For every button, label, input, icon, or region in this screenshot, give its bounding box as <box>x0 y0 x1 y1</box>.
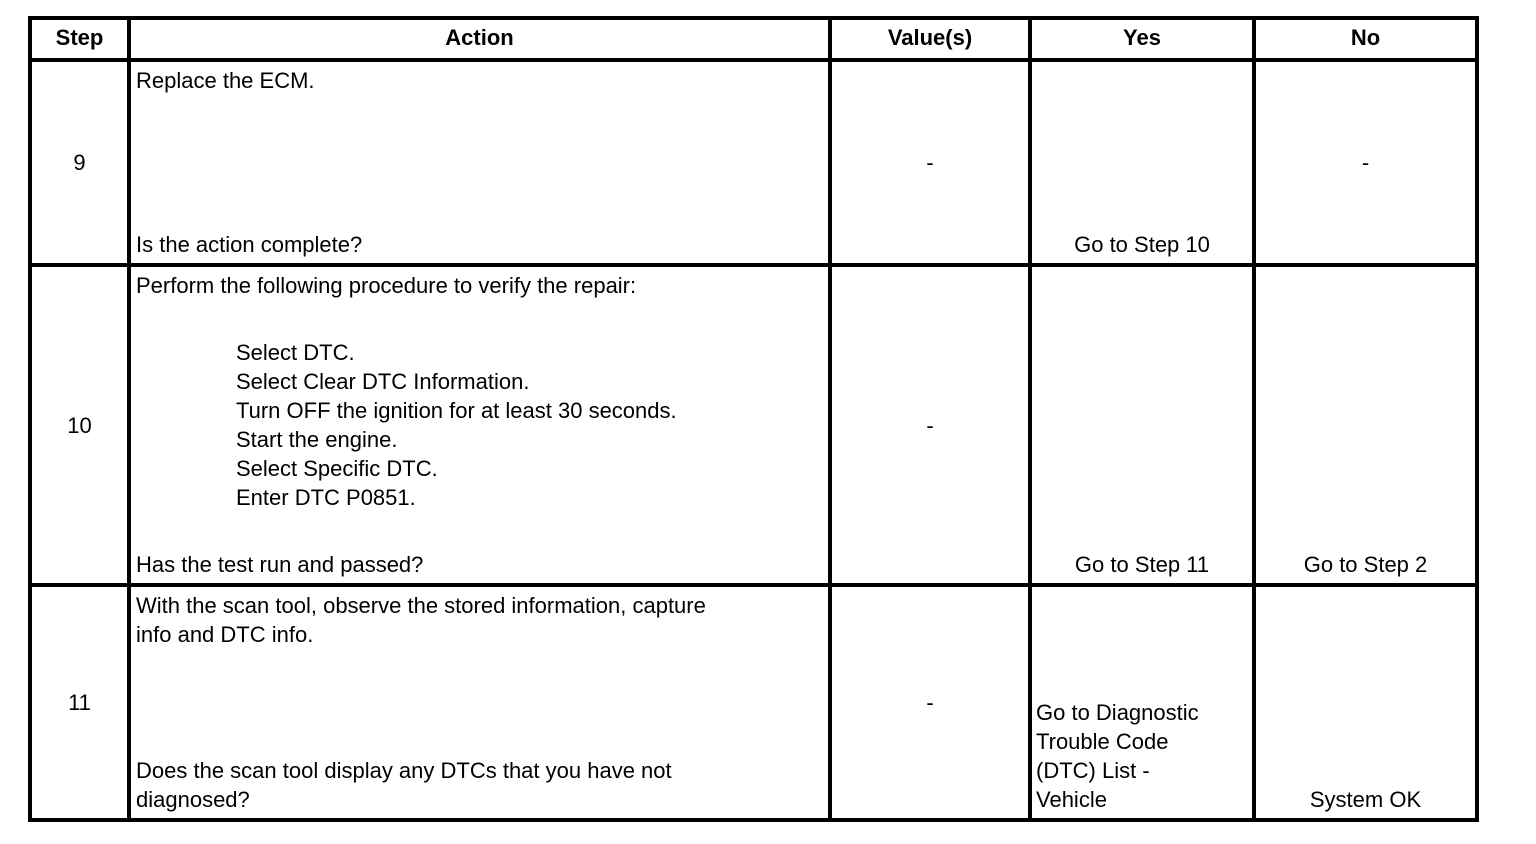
step-number: 11 <box>68 690 91 715</box>
yes-cell: Go to Step 10 <box>1074 232 1210 257</box>
procedure-step: Start the engine. <box>236 427 398 452</box>
step-number: 9 <box>73 150 86 175</box>
procedure-step: Select Specific DTC. <box>236 456 438 481</box>
value-cell: - <box>926 690 934 715</box>
action-question: Has the test run and passed? <box>136 552 424 577</box>
yes-cell: Go to Step 11 <box>1074 552 1210 577</box>
header-separator <box>28 58 1479 62</box>
no-cell: System OK <box>1309 787 1422 812</box>
yes-cell-line: (DTC) List - <box>1036 758 1150 783</box>
action-question-line: diagnosed? <box>136 787 250 812</box>
procedure-step: Turn OFF the ignition for at least 30 seconds. <box>236 398 677 423</box>
column-separator <box>127 16 131 822</box>
row-separator <box>28 263 1479 267</box>
action-intro: Replace the ECM. <box>136 68 315 93</box>
procedure-step: Select Clear DTC Information. <box>236 369 530 394</box>
header-no: No <box>1350 25 1381 50</box>
action-intro-line: info and DTC info. <box>136 622 314 647</box>
procedure-step: Select DTC. <box>236 340 355 365</box>
column-separator <box>1028 16 1032 822</box>
value-cell: - <box>926 150 934 175</box>
header-values: Value(s) <box>887 25 973 50</box>
step-number: 10 <box>67 413 92 438</box>
action-intro-line: With the scan tool, observe the stored information, capture <box>136 593 706 618</box>
yes-cell-line: Trouble Code <box>1036 729 1169 754</box>
no-cell: - <box>1361 150 1370 175</box>
header-step: Step <box>55 25 104 50</box>
yes-cell-line: Go to Diagnostic <box>1036 700 1199 725</box>
yes-cell-line: Vehicle <box>1036 787 1107 812</box>
action-intro: Perform the following procedure to verify the repair: <box>136 273 637 298</box>
header-action: Action <box>445 25 514 50</box>
action-question-line: Does the scan tool display any DTCs that you have not <box>136 758 672 783</box>
value-cell: - <box>926 413 934 438</box>
procedure-step: Enter DTC P0851. <box>236 485 416 510</box>
action-question: Is the action complete? <box>136 232 363 257</box>
column-separator <box>1252 16 1256 822</box>
no-cell: Go to Step 2 <box>1303 552 1428 577</box>
row-separator <box>28 583 1479 587</box>
header-yes: Yes <box>1123 25 1161 50</box>
